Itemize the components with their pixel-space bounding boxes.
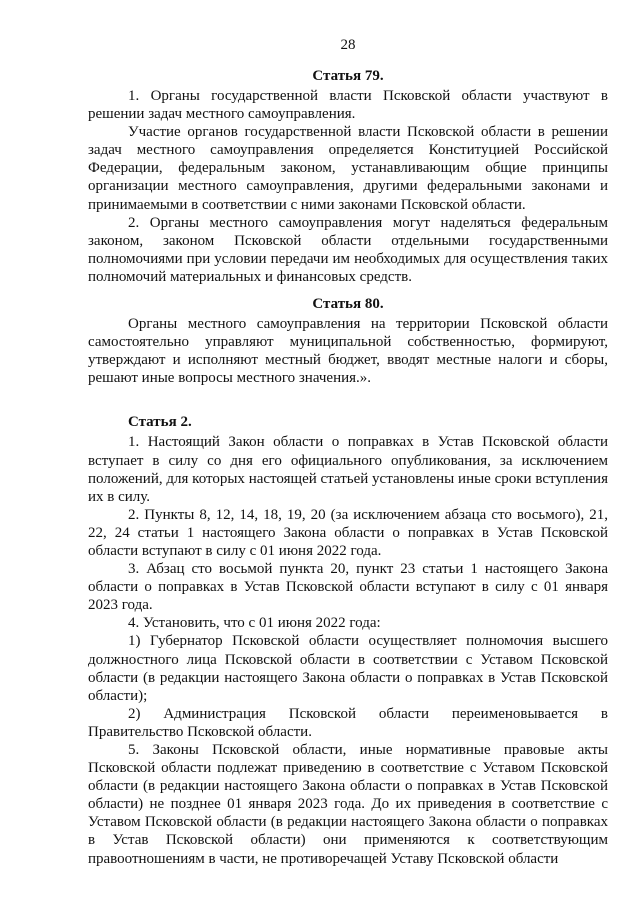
article-2-paragraph-3: 3. Абзац сто восьмой пункта 20, пункт 23 статьи 1 настоящего Закона области о поправках в Устав Псковской области вступают в силу с 01 января 2023 года.: [88, 561, 608, 614]
article-79-paragraph-2: Участие органов государственной власти Псковской области в решении задач местного самоуправления определяется Конституцией Российской Федерации, федеральным законом, устанавливающим общие принципы организации местного самоуправления, другими федеральными законами и принимаемыми в соответствии с ними законами Псковской области.: [88, 124, 608, 213]
article-2-paragraph-2: 2. Пункты 8, 12, 14, 18, 19, 20 (за исключением абзаца сто восьмого), 21, 22, 24 статьи 1 настоящего Закона области о поправках в Устав Псковской области вступают в силу с 01 июня 2022 года.: [88, 506, 608, 559]
section-spacer: [88, 286, 608, 295]
article-79-paragraph-3: 2. Органы местного самоуправления могут наделяться федеральным законом, законом Псковской области отдельными государственными полномочиями при условии передачи им необходимых для осуществления таких полномочий материальных и финансовых средств.: [88, 214, 608, 285]
section-spacer: [88, 387, 608, 413]
article-80-heading: Статья 80.: [312, 296, 384, 313]
article-2-paragraph-4: 4. Установить, что с 01 июня 2022 года:: [128, 615, 381, 632]
article-79-paragraph-1: 1. Органы государственной власти Псковской области участвуют в решении задач местного самоуправления.: [88, 88, 608, 123]
article-2-paragraph-5: 1) Губернатор Псковской области осуществляет полномочия высшего должностного лица Псковской области в соответствии с Уставом Псковской области (в редакции настоящего Закона области о поправках в Устав Псковской области);: [88, 633, 608, 704]
article-2-heading: Статья 2.: [128, 414, 192, 431]
section-article-80: [88, 295, 608, 387]
document-page: [88, 36, 608, 868]
article-80-paragraph-1: Органы местного самоуправления на территории Псковской области самостоятельно управляют муниципальной собственностью, формируют, утверждают и исполняют местный бюджет, вводят местные налоги и сборы, решают иные вопросы местного значения.».: [88, 316, 608, 387]
article-2-paragraph-7: 5. Законы Псковской области, иные нормативные правовые акты Псковской области подлежат приведению в соответствие с Уставом Псковской области (в редакции настоящего Закона области о поправках в Устав Псковской области) не позднее 01 января 2023 года. До их приведения в соответствие с Уставом Псковской области (в редакции настоящего Закона области о поправках в Устав Псковской области) они применяются к соответствующим правоотношениям в части, не противоречащей Уставу Псковской области: [88, 742, 608, 867]
section-article-2: [88, 413, 608, 867]
page-number: 28: [340, 37, 356, 53]
section-article-79: [88, 67, 608, 286]
article-2-paragraph-1: 1. Настоящий Закон области о поправках в Устав Псковской области вступает в силу со дня его официального опубликования, за исключением положений, для которых настоящей статьей установлены иные сроки вступления их в силу.: [88, 434, 608, 505]
article-79-heading: Статья 79.: [312, 68, 384, 84]
article-2-paragraph-6: 2) Администрация Псковской области переименовывается в Правительство Псковской области.: [88, 705, 608, 740]
